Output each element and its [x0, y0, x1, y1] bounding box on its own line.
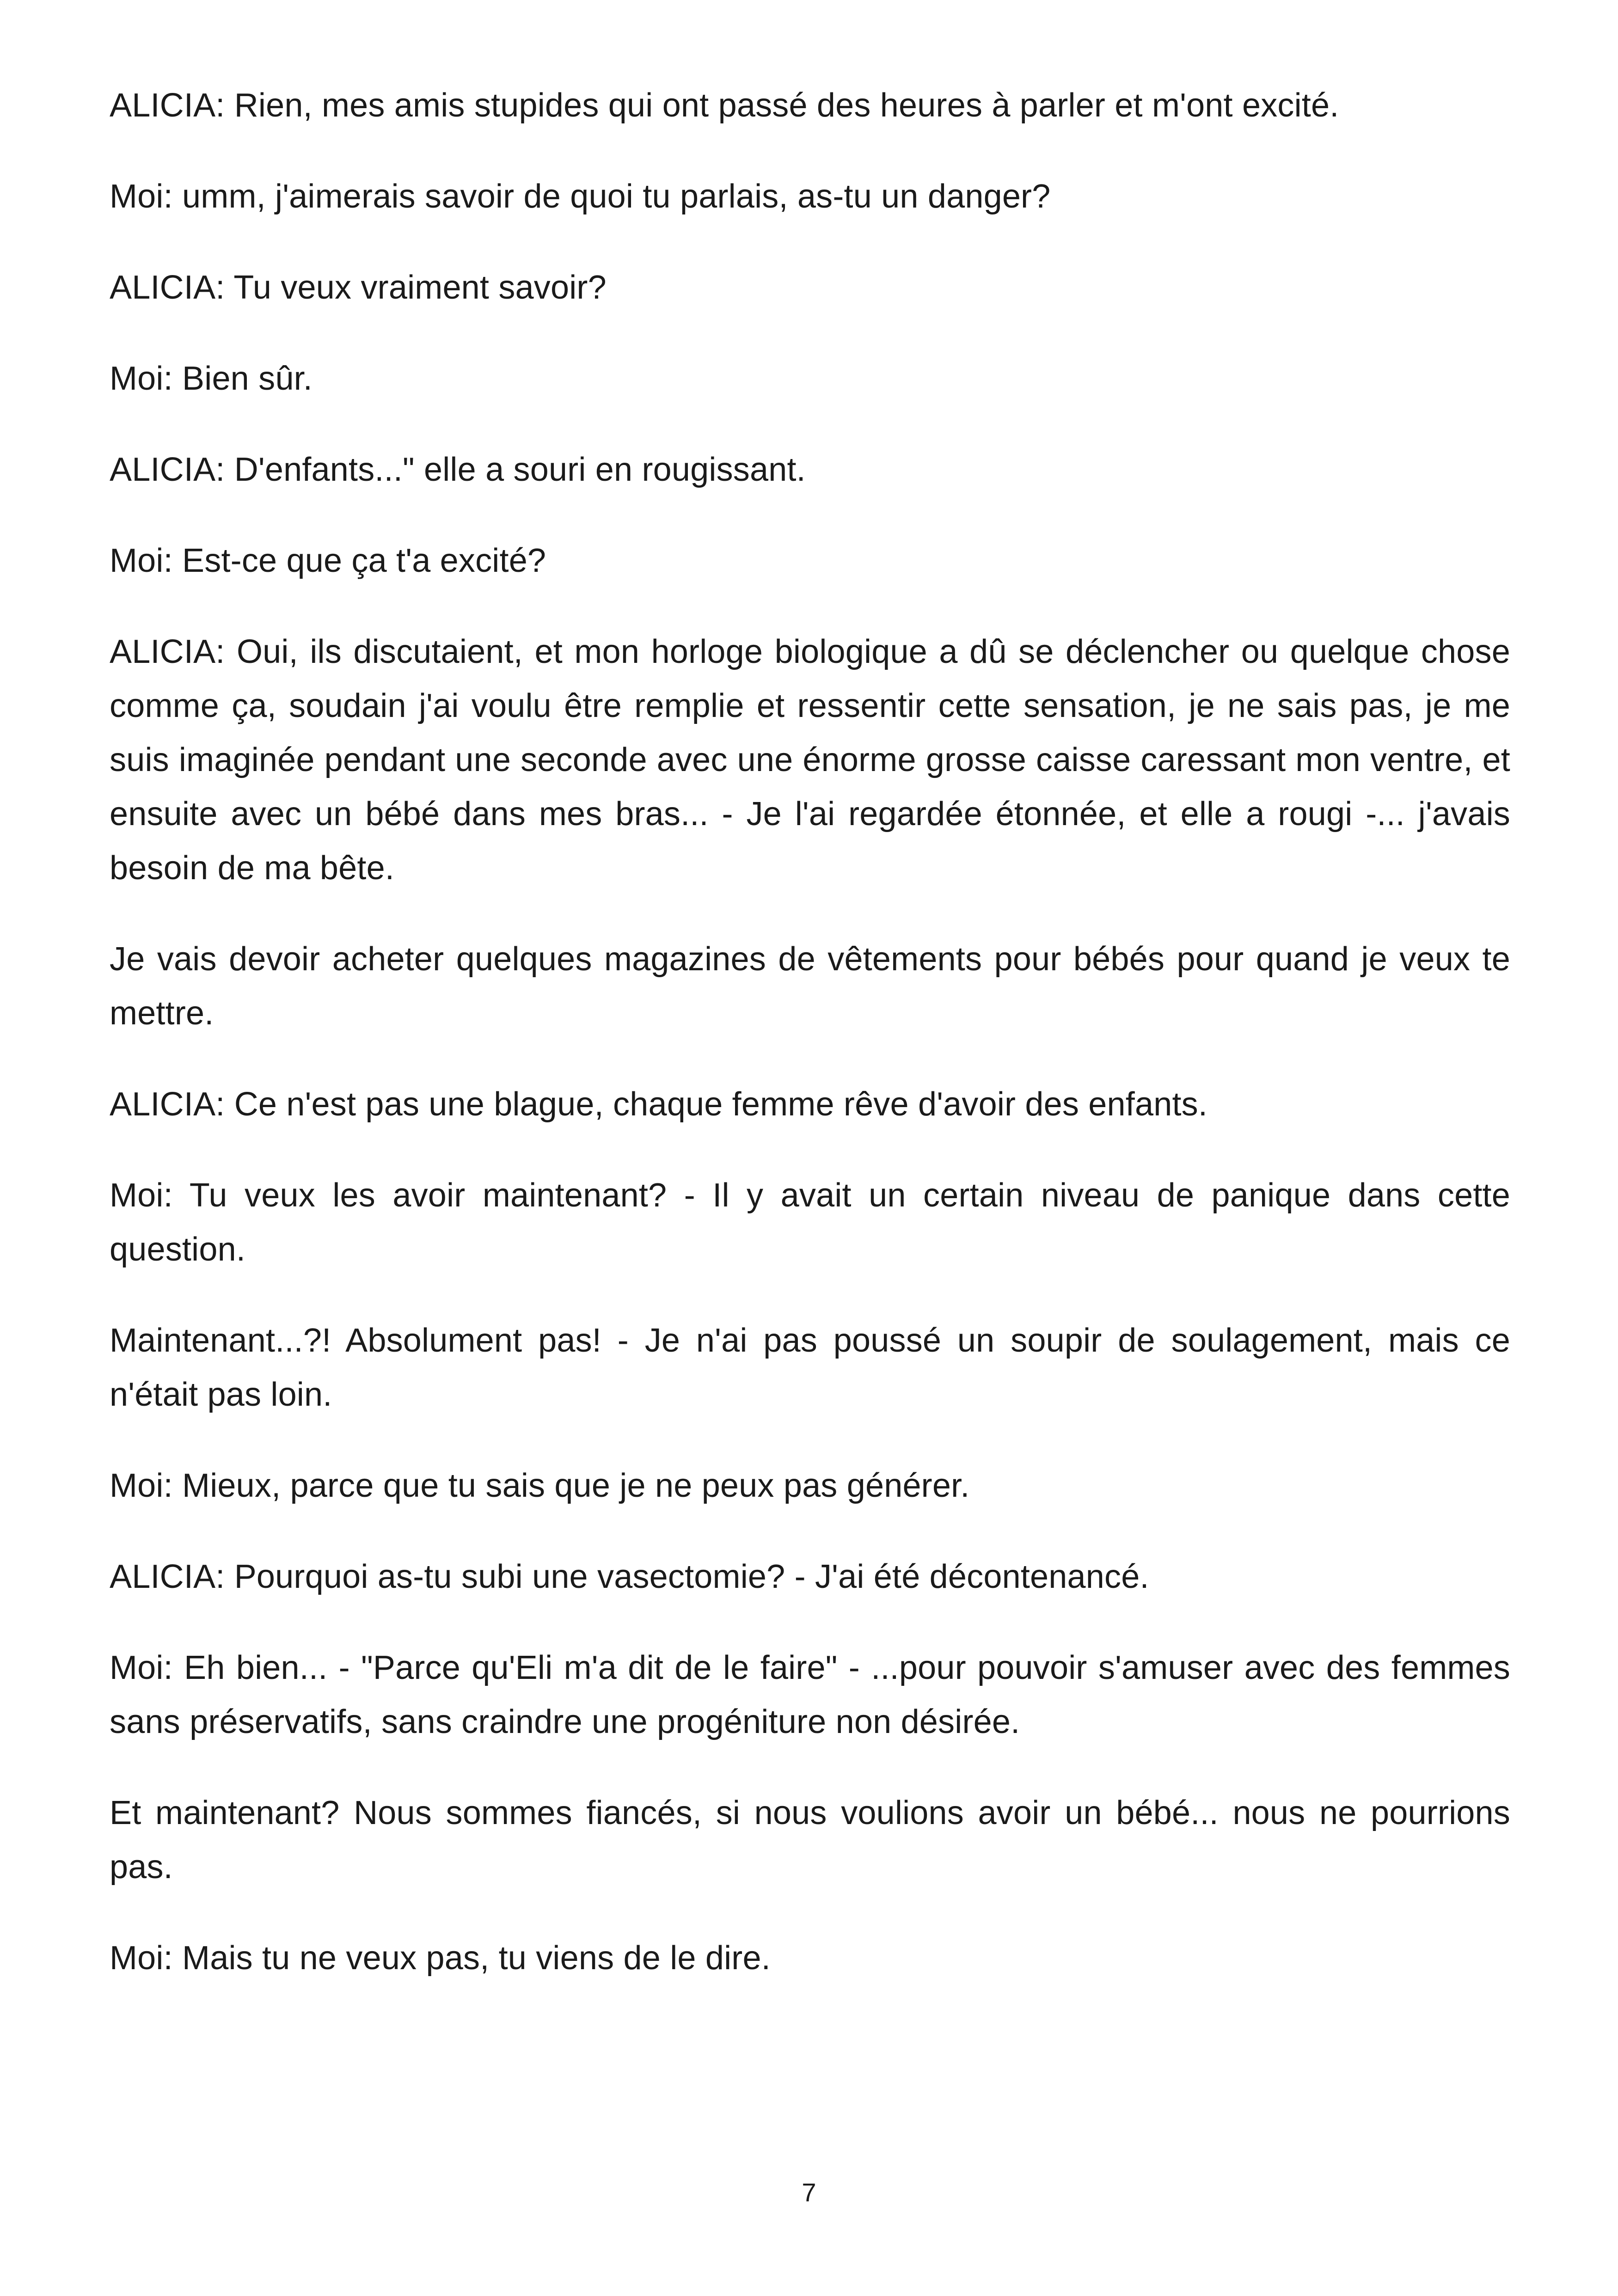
paragraph: Je vais devoir acheter quelques magazines de vêtements pour bébés pour quand je veux te mettre. — [110, 941, 1510, 1032]
paragraph: Moi: umm, j'aimerais savoir de quoi tu parlais, as-tu un danger? — [110, 178, 1051, 215]
paragraph: ALICIA: Rien, mes amis stupides qui ont passé des heures à parler et m'ont excité. — [110, 87, 1339, 124]
paragraph: Moi: Eh bien... - "Parce qu'Eli m'a dit de le faire" - ...pour pouvoir s'amuser avec des femmes sans préservatifs, sans craindre une progéniture non désirée. — [110, 1649, 1510, 1740]
paragraph: Moi: Mieux, parce que tu sais que je ne peux pas générer. — [110, 1467, 970, 1504]
page-number: 7 — [802, 2178, 816, 2207]
paragraph: Moi: Bien sûr. — [110, 360, 313, 397]
paragraph: Moi: Mais tu ne veux pas, tu viens de le dire. — [110, 1940, 771, 1977]
paragraph: Moi: Tu veux les avoir maintenant? - Il y avait un certain niveau de panique dans cette question. — [110, 1177, 1510, 1268]
paragraph: ALICIA: Pourquoi as-tu subi une vasectomie? - J'ai été décontenancé. — [110, 1558, 1149, 1595]
paragraph: ALICIA: Oui, ils discutaient, et mon horloge biologique a dû se déclencher ou quelque chose comme ça, soudain j'ai voulu être remplie et ressentir cette sensation, je ne sais pas, je me suis imaginée pendant une seconde avec une énorme grosse caisse caressant mon ventre, et ensuite avec un bébé dans mes bras... - Je l'ai regardée étonnée, et elle a rougi -... j'avais besoin de ma bête. — [110, 633, 1510, 887]
paragraph: Maintenant...?! Absolument pas! - Je n'ai pas poussé un soupir de soulagement, mais ce n'était pas loin. — [110, 1322, 1510, 1413]
paragraph: Moi: Est-ce que ça t'a excité? — [110, 542, 546, 579]
paragraph: ALICIA: Tu veux vraiment savoir? — [110, 269, 607, 306]
paragraph: ALICIA: Ce n'est pas une blague, chaque femme rêve d'avoir des enfants. — [110, 1086, 1208, 1123]
paragraph: ALICIA: D'enfants..." elle a souri en rougissant. — [110, 451, 806, 488]
page-body — [110, 79, 1510, 2022]
paragraph: Et maintenant? Nous sommes fiancés, si nous voulions avoir un bébé... nous ne pourrions pas. — [110, 1794, 1510, 1886]
